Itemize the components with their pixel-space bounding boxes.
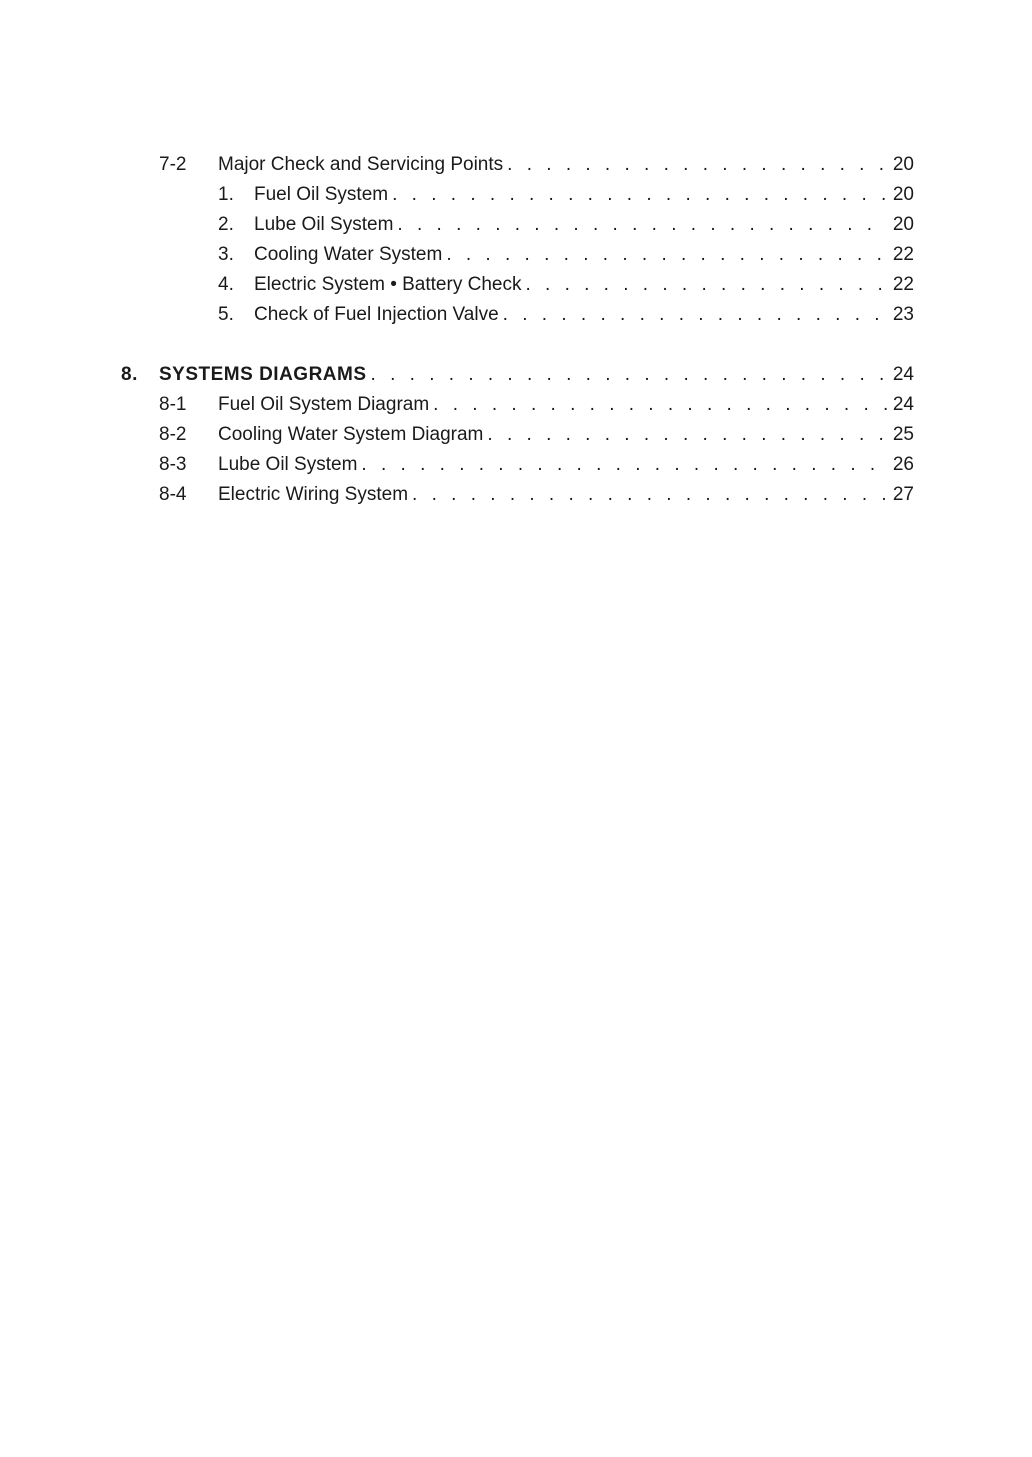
toc-entry-page: 20	[892, 154, 914, 175]
toc-entry-page: 24	[892, 394, 914, 415]
toc-entry-8-1[interactable]	[0, 390, 1032, 420]
toc-entry-number: 2.	[218, 214, 234, 235]
toc-entry-number: 8-1	[159, 394, 187, 415]
toc-item-electric-system-battery-check[interactable]	[0, 270, 1032, 300]
dot-leader	[367, 360, 888, 390]
toc-entry-page: 26	[892, 454, 914, 475]
toc-entry-8-4[interactable]	[0, 480, 1032, 510]
toc-entry-page: 27	[892, 484, 914, 505]
dot-leader	[503, 150, 888, 180]
toc-entry-7-2[interactable]	[0, 150, 1032, 180]
dot-leader	[357, 450, 888, 480]
toc-entry-page: 25	[892, 424, 914, 445]
toc-entry-title: Lube Oil System	[218, 454, 358, 475]
toc-entry-page: 20	[892, 184, 914, 205]
dot-leader	[521, 270, 888, 300]
toc-entry-page: 22	[892, 274, 914, 295]
toc-entry-number: 8-4	[159, 484, 187, 505]
toc-entry-title: Cooling Water System Diagram	[218, 424, 484, 445]
dot-leader	[393, 210, 888, 240]
toc-item-check-fuel-injection-valve[interactable]	[0, 300, 1032, 330]
toc-item-lube-oil-system[interactable]	[0, 210, 1032, 240]
dot-leader	[483, 420, 888, 450]
toc-entry-title: Lube Oil System	[254, 214, 394, 235]
toc-entry-title: Fuel Oil System	[254, 184, 389, 205]
toc-item-cooling-water-system[interactable]	[0, 240, 1032, 270]
toc-entry-title: Fuel Oil System Diagram	[218, 394, 430, 415]
toc-entry-8-3[interactable]	[0, 450, 1032, 480]
toc-entry-title: Check of Fuel Injection Valve	[254, 304, 499, 325]
toc-entry-8-2[interactable]	[0, 420, 1032, 450]
dot-leader	[442, 240, 888, 270]
dot-leader	[499, 300, 888, 330]
toc-entry-title: Electric System • Battery Check	[254, 274, 522, 295]
dot-leader	[408, 480, 888, 510]
toc-entry-page: 20	[892, 214, 914, 235]
toc-entry-title: Major Check and Servicing Points	[218, 154, 504, 175]
toc-section-number: 8.	[121, 364, 138, 385]
toc-entry-page: 24	[892, 364, 914, 385]
toc-entry-number: 5.	[218, 304, 234, 325]
dot-leader	[429, 390, 888, 420]
toc-section-8[interactable]	[0, 360, 1032, 390]
toc-entry-title: Electric Wiring System	[218, 484, 409, 505]
toc-entry-number: 3.	[218, 244, 234, 265]
dot-leader	[388, 180, 888, 210]
toc-item-fuel-oil-system[interactable]	[0, 180, 1032, 210]
toc-entry-page: 22	[892, 244, 914, 265]
toc-entry-number: 7-2	[159, 154, 187, 175]
toc-entry-number: 1.	[218, 184, 234, 205]
toc-entry-number: 4.	[218, 274, 234, 295]
toc-entry-number: 8-3	[159, 454, 187, 475]
toc-section-title: SYSTEMS DIAGRAMS	[159, 364, 367, 385]
toc-entry-page: 23	[892, 304, 914, 325]
toc-entry-title: Cooling Water System	[254, 244, 443, 265]
toc-entry-number: 8-2	[159, 424, 187, 445]
